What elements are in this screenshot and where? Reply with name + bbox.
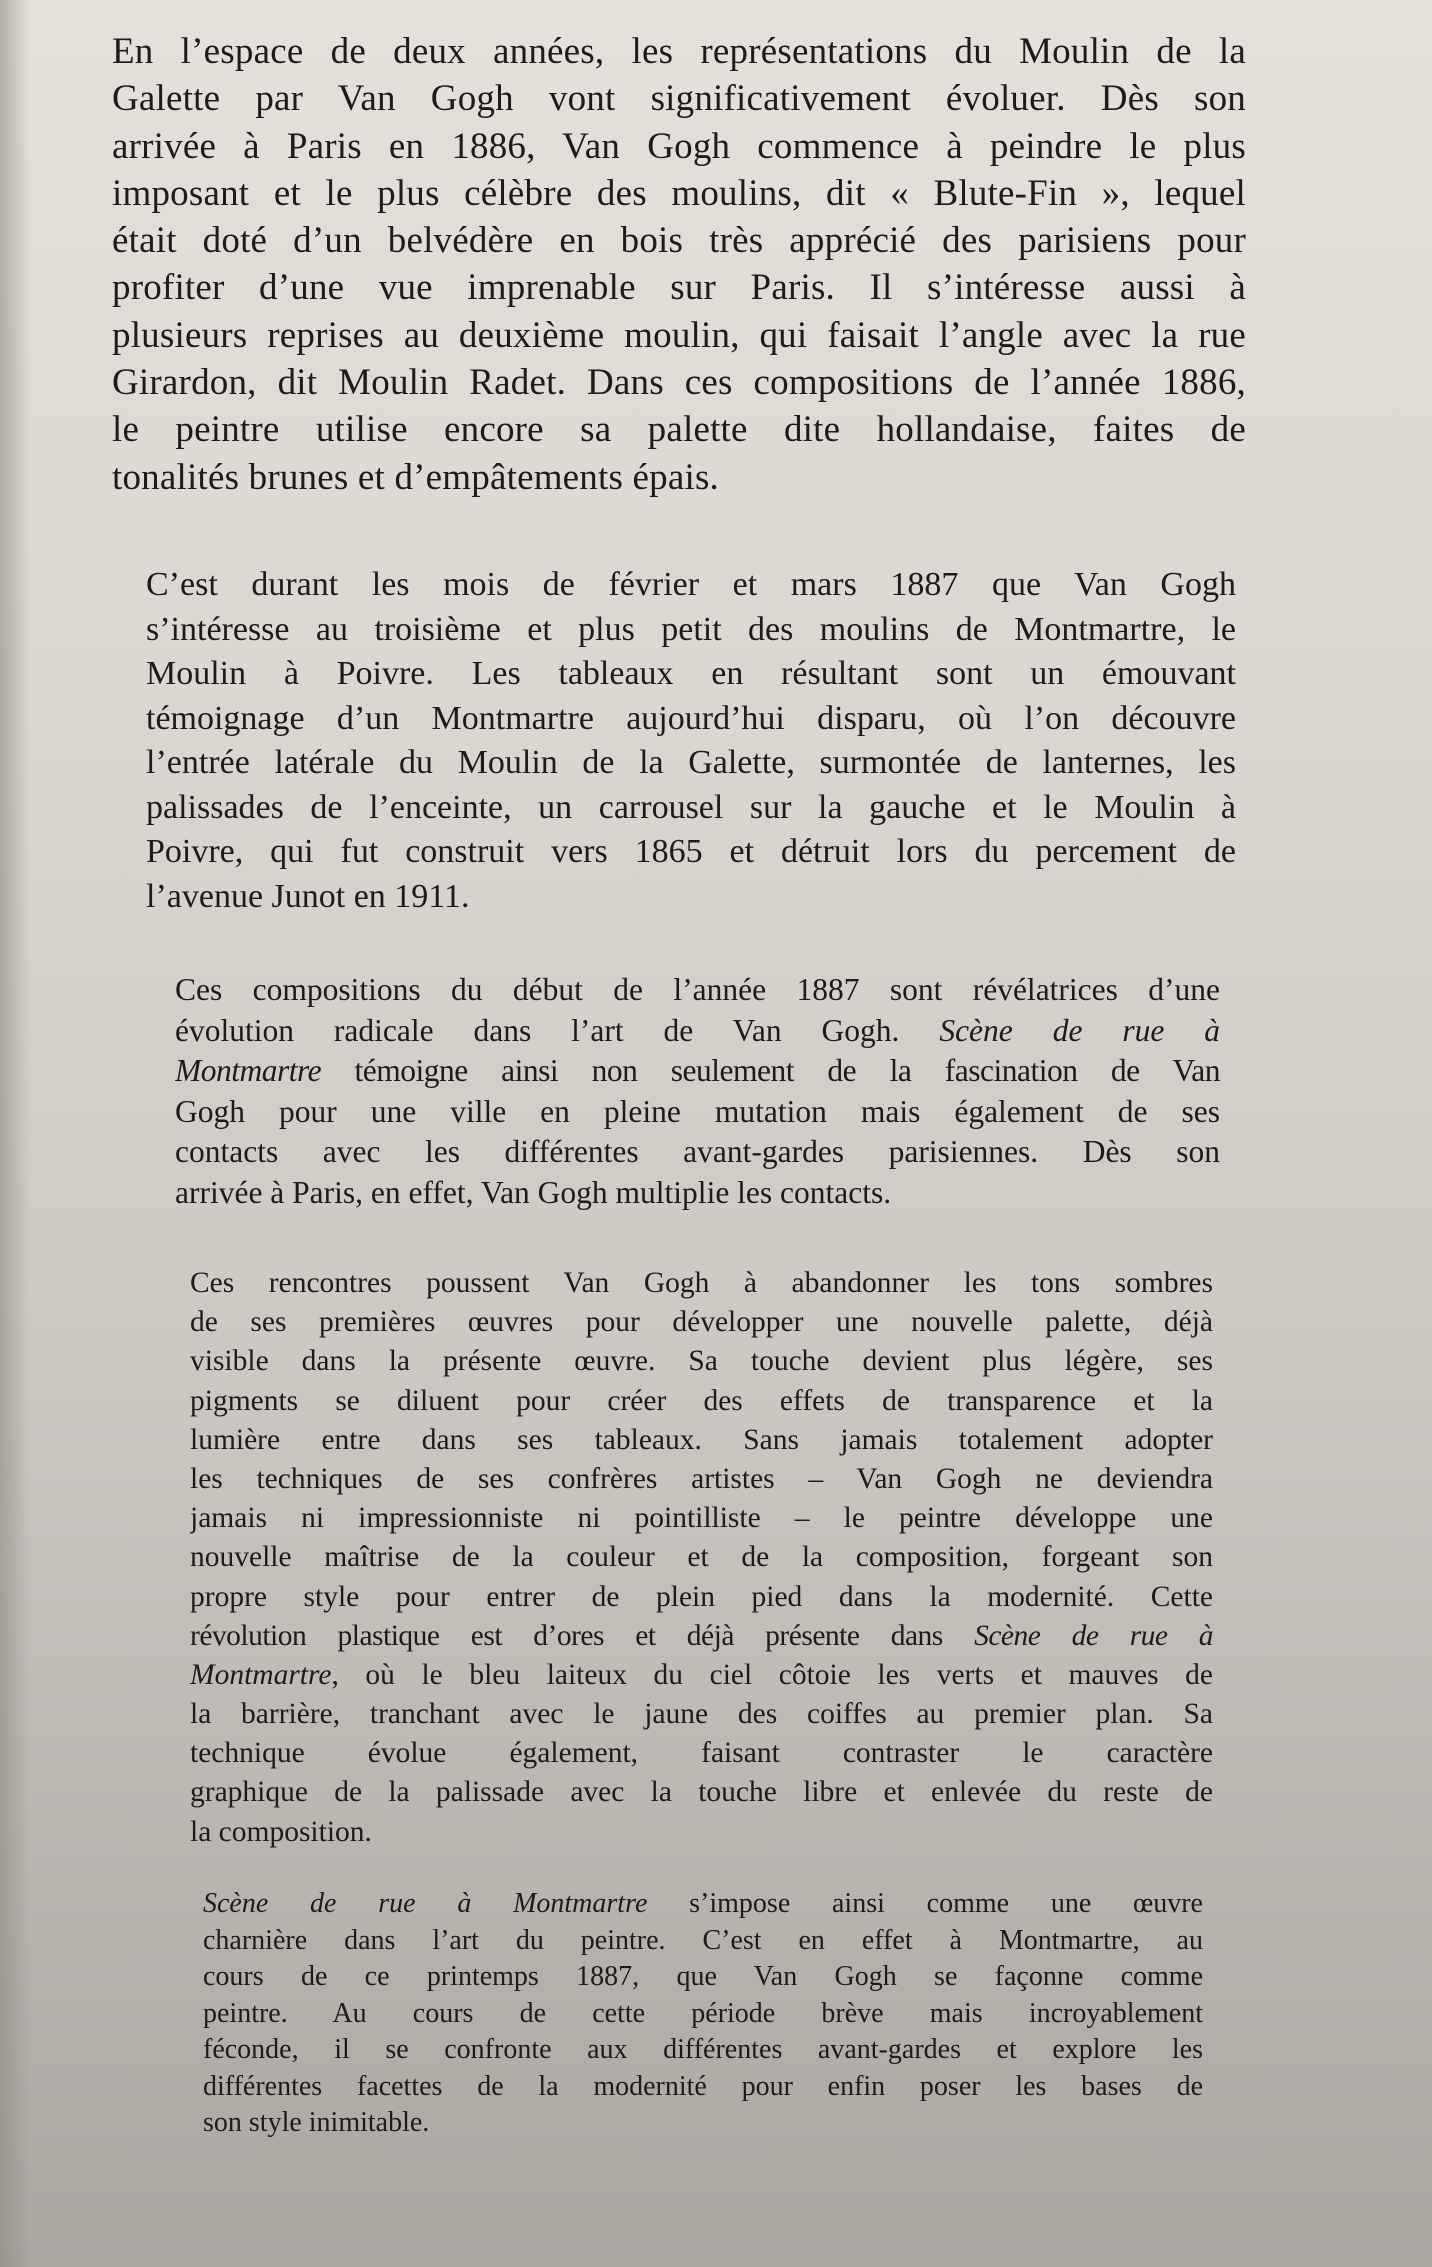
text-line: arrivée à Paris en 1886, Van Gogh commence à peindre le plus — [112, 125, 1246, 167]
text-line: visible dans la présente œuvre. Sa touche devient plus légère, ses — [190, 1345, 1213, 1378]
text-line: Gogh pour une ville en pleine mutation mais également de ses — [175, 1093, 1220, 1129]
text-line: lumière entre dans ses tableaux. Sans jamais totalement adopter — [190, 1423, 1213, 1456]
text-line — [190, 1617, 1213, 1656]
text-line: propre style pour entrer de plein pied dans la modernité. Cette — [190, 1580, 1213, 1613]
text-line: Galette par Van Gogh vont significativement évoluer. Dès son — [112, 78, 1246, 120]
text-line: féconde, il se confronte aux différentes avant-gardes et explore les — [203, 2034, 1203, 2065]
text-line — [190, 1656, 1213, 1695]
text-line: de ses premières œuvres pour développer une nouvelle palette, déjà — [190, 1306, 1213, 1339]
text-segment: révolution plastique est d’ores et déjà présente dans — [190, 1619, 943, 1652]
paragraph-moulin-de-la-galette — [112, 28, 1246, 501]
text-line: arrivée à Paris, en effet, Van Gogh multiplie les contacts. — [175, 1174, 892, 1210]
artwork-title: Scène de rue à Montmartre — [203, 1888, 648, 1919]
text-line: s’intéresse au troisième et plus petit des moulins de Montmartre, le — [146, 610, 1236, 648]
text-line: l’avenue Junot en 1911. — [146, 877, 470, 915]
text-line: cours de ce printemps 1887, que Van Gogh se façonne comme — [203, 1961, 1203, 1992]
text-line: tonalités brunes et d’empâtements épais. — [112, 456, 720, 498]
text-line — [175, 1051, 1220, 1092]
text-line: Moulin à Poivre. Les tableaux en résultant sont un émouvant — [146, 655, 1236, 692]
text-line: graphique de la palissade avec la touche libre et enlevée du reste de — [190, 1776, 1213, 1809]
artwork-title: Montmartre — [190, 1658, 332, 1691]
text-line — [203, 1886, 1203, 1923]
text-line: les techniques de ses confrères artistes – Van Gogh ne deviendra — [190, 1462, 1213, 1495]
paragraph-oeuvre-charniere — [203, 1886, 1203, 2142]
text-line: C’est durant les mois de février et mars 1887 que Van Gogh — [146, 566, 1236, 603]
paragraph-rencontres — [190, 1264, 1213, 1852]
text-line: était doté d’un belvédère en bois très apprécié des parisiens pour — [112, 220, 1246, 262]
text-line: son style inimitable. — [203, 2107, 430, 2138]
text-line: jamais ni impressionniste ni pointilliste – le peintre développe une — [190, 1502, 1213, 1535]
text-line: imposant et le plus célèbre des moulins, dit « Blute-Fin », lequel — [112, 172, 1246, 214]
text-segment: évolution radicale dans l’art de Van Gogh. — [175, 1012, 900, 1048]
text-line: Ces rencontres poussent Van Gogh à abandonner les tons sombres — [190, 1267, 1213, 1299]
artwork-title: Scène de rue à — [974, 1619, 1213, 1652]
text-line: profiter d’une vue imprenable sur Paris. Il s’intéresse aussi à — [112, 267, 1246, 309]
text-line — [175, 1011, 1220, 1052]
artwork-title: Montmartre — [175, 1053, 322, 1088]
text-line: nouvelle maîtrise de la couleur et de la composition, forgeant son — [190, 1541, 1213, 1574]
text-line: Ces compositions du début de l’année 1887 sont révélatrices d’une — [175, 972, 1220, 1007]
text-line: la barrière, tranchant avec le jaune des coiffes au premier plan. Sa — [190, 1698, 1213, 1731]
text-line: différentes facettes de la modernité pour enfin poser les bases de — [203, 2070, 1203, 2102]
text-segment: témoigne ainsi non seulement de la fascination de Van — [354, 1053, 1220, 1088]
text-line: Poivre, qui fut construit vers 1865 et détruit lors du percement de — [146, 833, 1236, 870]
text-line: témoignage d’un Montmartre aujourd’hui disparu, où l’on découvre — [146, 699, 1236, 737]
text-line: le peintre utilise encore sa palette dite hollandaise, faites de — [112, 409, 1246, 451]
text-line: l’entrée latérale du Moulin de la Galette, surmontée de lanternes, les — [146, 744, 1236, 781]
paragraph-compositions-1887 — [175, 970, 1220, 1213]
text-segment: s’impose ainsi comme une œuvre — [689, 1888, 1203, 1919]
artwork-title: Scène de rue à — [939, 1012, 1220, 1048]
text-line: plusieurs reprises au deuxième moulin, qui faisait l’angle avec la rue — [112, 314, 1246, 356]
text-line: Girardon, dit Moulin Radet. Dans ces compositions de l’année 1886, — [112, 362, 1246, 404]
text-line: technique évolue également, faisant contraster le caractère — [190, 1737, 1213, 1770]
text-line: pigments se diluent pour créer des effets de transparence et la — [190, 1384, 1213, 1417]
text-line: En l’espace de deux années, les représentations du Moulin de la — [112, 31, 1246, 72]
paragraph-moulin-a-poivre — [146, 563, 1236, 919]
panel-left-edge-shadow — [0, 0, 30, 2267]
text-line: peintre. Au cours de cette période brève mais incroyablement — [203, 1997, 1203, 2029]
text-line: contacts avec les différentes avant-gardes parisiennes. Dès son — [175, 1134, 1220, 1169]
text-line: palissades de l’enceinte, un carrousel sur la gauche et le Moulin à — [146, 788, 1236, 826]
text-line: la composition. — [190, 1815, 372, 1848]
text-segment: , où le bleu laiteux du ciel côtoie les verts et mauves de — [331, 1658, 1213, 1691]
text-line: charnière dans l’art du peintre. C’est en effet à Montmartre, au — [203, 1924, 1203, 1956]
